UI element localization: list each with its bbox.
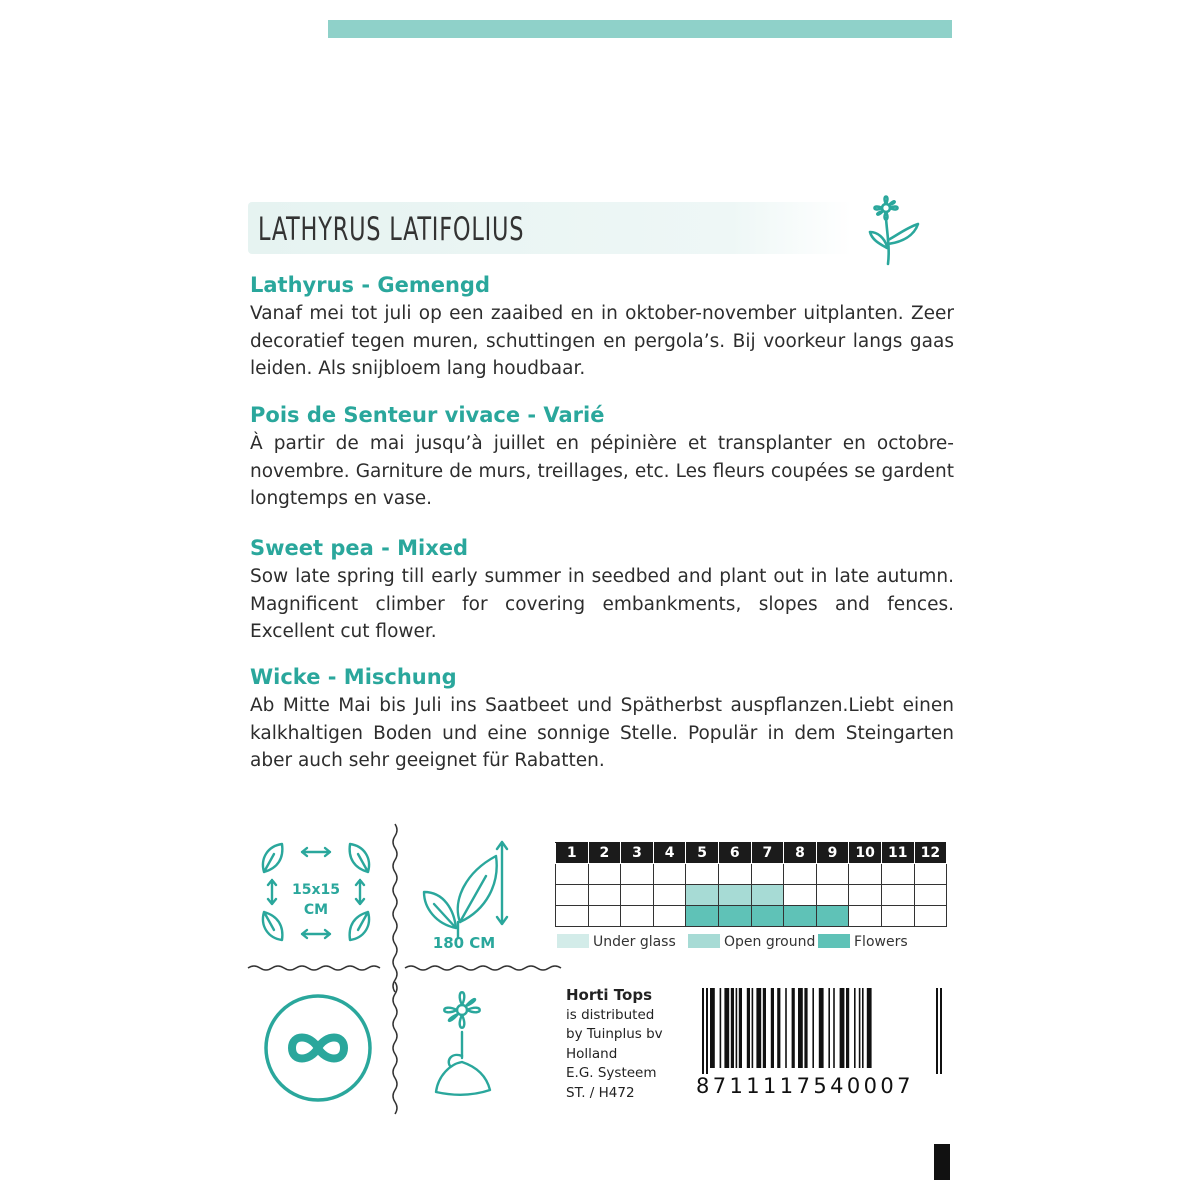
calendar-month-row [556, 843, 947, 864]
spacing-label-line1: 15x15 [292, 882, 340, 898]
calendar-cell [784, 885, 817, 906]
calendar-row-open-ground [556, 885, 947, 906]
calendar-cell [686, 885, 719, 906]
planting-flower-icon [436, 992, 490, 1095]
barcode-bar [854, 988, 856, 1068]
calendar-cell [653, 906, 686, 927]
legend-flowers: Flowers [854, 934, 908, 950]
barcode-bar [739, 988, 742, 1068]
barcode-bar [798, 988, 803, 1068]
print-registration-mark [934, 1144, 950, 1180]
month-cell: 11 [881, 843, 914, 864]
calendar-cell [751, 885, 784, 906]
distributor-line: is distributed [566, 1006, 655, 1023]
barcode-bar [804, 988, 807, 1068]
month-cell: 4 [653, 843, 686, 864]
brand-name: Horti Tops [566, 986, 653, 1004]
flower-sprout-icon [862, 188, 932, 268]
spacing-label-line2: CM [303, 902, 329, 918]
calendar-cell [849, 885, 882, 906]
calendar-cell [653, 864, 686, 885]
barcode-digits: 8711117540007 [696, 1074, 914, 1098]
calendar-cell [784, 864, 817, 885]
barcode-bar [736, 988, 738, 1068]
wavy-divider-vertical-lower [393, 982, 397, 1114]
section-title-fr: Pois de Senteur vivace - Varié [250, 403, 605, 427]
section-title-en: Sweet pea - Mixed [250, 536, 469, 560]
calendar-cell [588, 885, 621, 906]
calendar-cell [881, 864, 914, 885]
month-cell: 9 [816, 843, 849, 864]
wavy-divider-horizontal [248, 966, 380, 970]
calendar-cell [914, 864, 947, 885]
calendar-cell [621, 864, 654, 885]
legend-swatch-flowers [818, 934, 850, 948]
calendar-row-under-glass [556, 864, 947, 885]
barcode-bar [706, 988, 708, 1074]
calendar-cell [718, 885, 751, 906]
calendar-cell [914, 885, 947, 906]
calendar-cell [816, 864, 849, 885]
calendar-cell [881, 906, 914, 927]
calendar-cell [588, 906, 621, 927]
month-cell: 8 [784, 843, 817, 864]
month-cell: 12 [914, 843, 947, 864]
section-title-de: Wicke - Mischung [250, 665, 457, 689]
product-title: LATHYRUS LATIFOLIUS [258, 210, 525, 248]
icon-panels [240, 820, 580, 1120]
calendar-cell [653, 885, 686, 906]
barcode-bar [777, 988, 780, 1068]
calendar-cell [686, 906, 719, 927]
calendar-cell [621, 885, 654, 906]
barcode-bar [846, 988, 849, 1068]
barcode-bar [812, 988, 814, 1068]
distributor-line: by Tuinplus bv [566, 1026, 663, 1042]
wavy-divider-vertical [393, 824, 397, 992]
barcode-bar [940, 988, 942, 1074]
infinity-icon [266, 996, 370, 1100]
section-body-nl: Vanaf mei tot juli op een zaaibed en in oktober-november uitplanten. Zeer decoratief tegen muren, schuttingen en pergola’s. Bij voorkeur langs gaas leiden. Als snijbloem lang houdbaar. [250, 303, 954, 379]
wavy-divider-horizontal-right [405, 966, 561, 970]
distributor-info [566, 986, 663, 1103]
calendar-cell [816, 906, 849, 927]
barcode-bar [840, 988, 845, 1068]
calendar-row-flowers [556, 906, 947, 927]
month-cell: 2 [588, 843, 621, 864]
month-cell: 3 [621, 843, 654, 864]
legend-under-glass: Under glass [593, 934, 676, 950]
distributor-line: ST. / H472 [566, 1084, 635, 1101]
barcode-bar [819, 988, 824, 1068]
section-body-fr: À partir de mai jusqu’à juillet en pépinière et transplanter en octobre-novembre. Garniture de murs, treillages, etc. Les fleurs coupées se gardent longtemps en vase. [250, 433, 954, 509]
barcode-bar [862, 988, 864, 1068]
sowing-calendar [555, 842, 947, 927]
barcode-bar [785, 988, 787, 1068]
barcode-bar [747, 988, 750, 1068]
barcode-bar [828, 988, 830, 1068]
calendar-cell [556, 885, 589, 906]
barcode-bar [936, 988, 938, 1074]
month-cell: 5 [686, 843, 719, 864]
section-body-de: Ab Mitte Mai bis Juli ins Saatbeet und Spätherbst auspflanzen.Liebt einen kalkhaltigen Boden und eine sonnige Stelle. Populär in dem Steingarten aber auch sehr geeignet für Rabatten. [250, 695, 954, 771]
section-title-nl: Lathyrus - Gemengd [250, 273, 490, 297]
calendar-cell [751, 906, 784, 927]
month-cell: 7 [751, 843, 784, 864]
calendar-cell [816, 885, 849, 906]
plant-height-icon [424, 842, 507, 938]
calendar-cell [881, 885, 914, 906]
distributor-line: Holland [566, 1045, 618, 1062]
barcode-bar [752, 988, 754, 1068]
calendar-cell [751, 864, 784, 885]
section-body-en: Sow late spring till early summer in seedbed and plant out in late autumn. Magnificent climber for covering embankments, slopes and fences. Excellent cut flower. [250, 566, 954, 642]
barcode-bar [731, 988, 734, 1068]
barcode-bar [756, 988, 761, 1068]
barcode-bar [724, 988, 729, 1068]
calendar-cell [849, 864, 882, 885]
barcode-bar [763, 988, 766, 1068]
calendar-cell [914, 906, 947, 927]
barcode-bar [702, 988, 704, 1074]
legend-swatch-under-glass [557, 934, 589, 948]
barcode-bar [792, 988, 795, 1068]
barcode-bar [859, 988, 861, 1068]
barcode [700, 988, 946, 1074]
legend-swatch-open-ground [688, 934, 720, 948]
calendar-cell [556, 906, 589, 927]
legend-open-ground: Open ground [724, 934, 816, 950]
month-cell: 1 [556, 843, 589, 864]
top-color-bar [328, 20, 952, 38]
barcode-bar [833, 988, 835, 1068]
calendar-cell [849, 906, 882, 927]
barcode-bar [771, 988, 774, 1068]
calendar-cell [718, 864, 751, 885]
calendar-cell [784, 906, 817, 927]
height-label: 180 CM [432, 934, 496, 952]
calendar-cell [718, 906, 751, 927]
barcode-bar [867, 988, 872, 1068]
calendar-cell [621, 906, 654, 927]
month-cell: 6 [718, 843, 751, 864]
month-cell: 10 [849, 843, 882, 864]
barcode-bar [710, 988, 715, 1068]
distributor-line: E.G. Systeem [566, 1065, 657, 1081]
calendar-cell [556, 864, 589, 885]
calendar-cell [686, 864, 719, 885]
barcode-bar [720, 988, 722, 1068]
calendar-cell [588, 864, 621, 885]
